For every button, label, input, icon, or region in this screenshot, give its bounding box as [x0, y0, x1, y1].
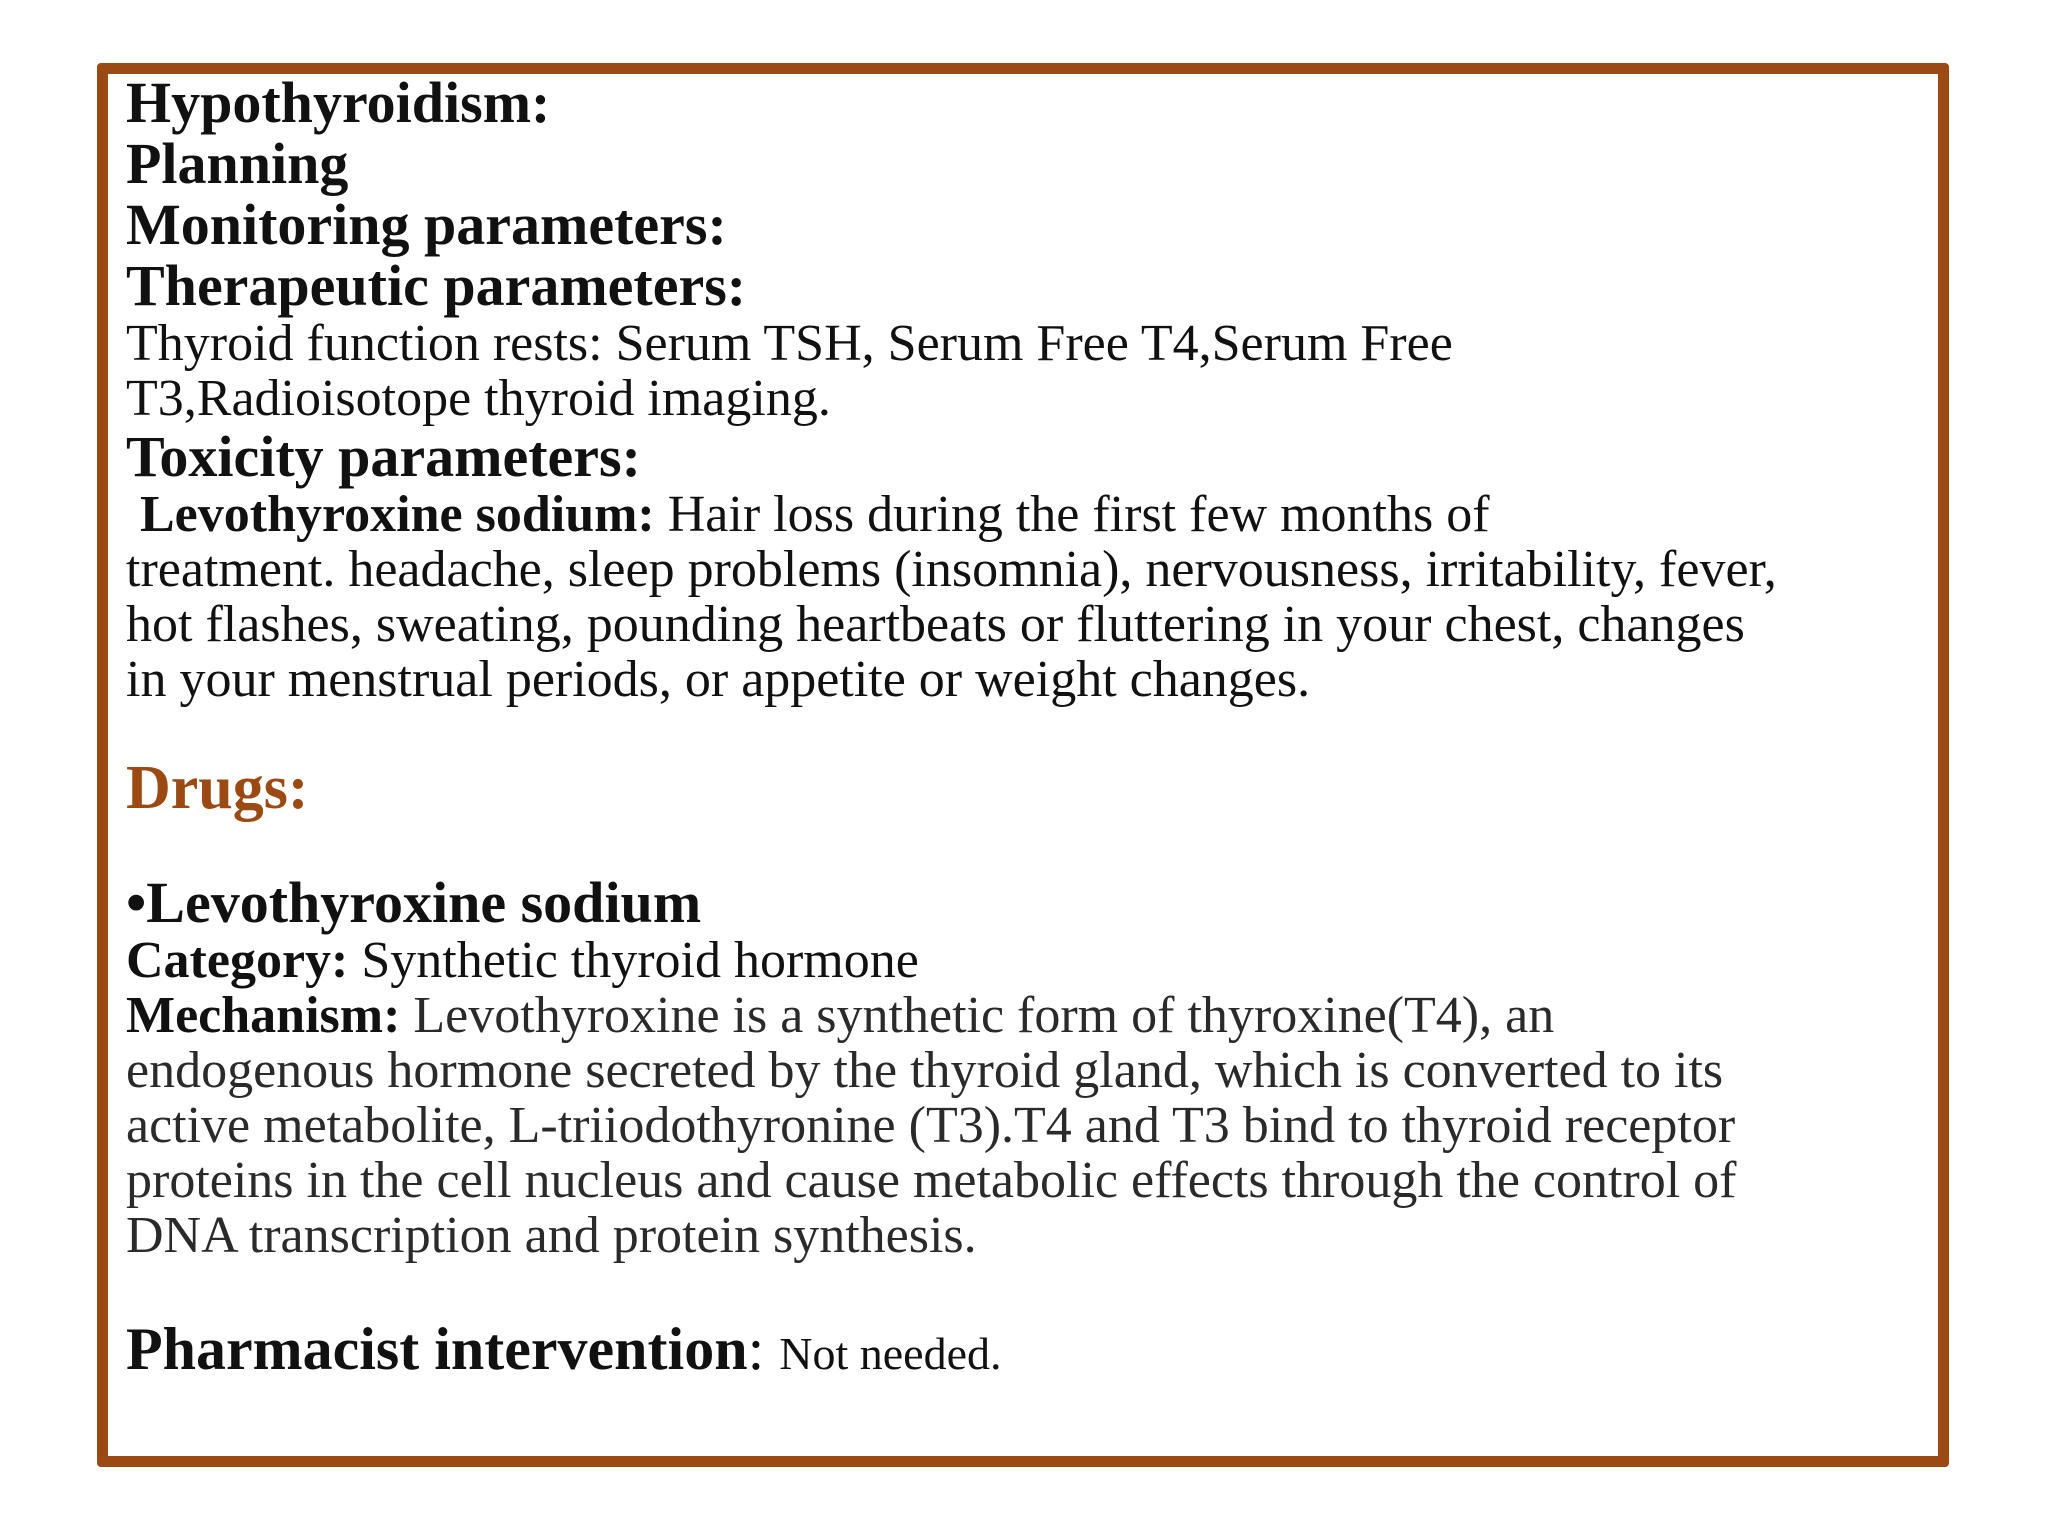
slide-content: [126, 72, 1946, 1384]
therapeutic-heading: Therapeutic parameters:: [126, 253, 747, 318]
pharmacist-intervention-label: Pharmacist intervention: [126, 1316, 748, 1382]
therapeutic-text-line-2: T3,Radioisotope thyroid imaging.: [126, 370, 831, 427]
mechanism-line-5: DNA transcription and protein synthesis.: [126, 1207, 977, 1264]
mechanism-line-1-text: Levothyroxine is a synthetic form of thyroxine(T4), an: [400, 987, 1555, 1044]
mechanism-line-1: [126, 988, 1946, 1043]
planning-heading: Planning: [126, 131, 349, 196]
mechanism-line-4: proteins in the cell nucleus and cause metabolic effects through the control of: [126, 1152, 1737, 1209]
pharmacist-intervention-line: [126, 1315, 1946, 1384]
condition-heading: Hypothyroidism:: [126, 70, 551, 135]
pharmacist-intervention-separator: :: [747, 1316, 780, 1382]
mechanism-line-3: active metabolite, L-triiodothyronine (T3).T4 and T3 bind to thyroid receptor: [126, 1097, 1736, 1154]
mechanism-label: Mechanism:: [126, 987, 401, 1044]
toxicity-drug-label: Levothyroxine sodium:: [140, 486, 655, 543]
pharmacist-intervention-value: Not needed.: [779, 1328, 1002, 1379]
toxicity-line-2: treatment. headache, sleep problems (insomnia), nervousness, irritability, fever,: [126, 541, 1777, 598]
category-value: Synthetic thyroid hormone: [348, 932, 919, 989]
monitoring-heading: Monitoring parameters:: [126, 192, 727, 257]
spacer: [126, 821, 1946, 873]
therapeutic-text-line-1: Thyroid function rests: Serum TSH, Serum Free T4,Serum Free: [126, 315, 1453, 372]
spacer: [126, 707, 1946, 755]
mechanism-line-2: endogenous hormone secreted by the thyroid gland, which is converted to its: [126, 1042, 1724, 1099]
toxicity-line-1: [126, 487, 1946, 542]
toxicity-line-3: hot flashes, sweating, pounding heartbeats or fluttering in your chest, changes: [126, 596, 1745, 653]
category-label: Category:: [126, 932, 349, 989]
spacer: [126, 1263, 1946, 1315]
toxicity-heading: Toxicity parameters:: [126, 424, 641, 489]
toxicity-line-4: in your menstrual periods, or appetite or weight changes.: [126, 651, 1311, 708]
category-line: [126, 933, 1946, 988]
toxicity-line-1-text: Hair loss during the first few months of: [654, 486, 1490, 543]
drugs-heading: Drugs:: [126, 754, 309, 822]
drug-name: •Levothyroxine sodium: [126, 870, 702, 935]
